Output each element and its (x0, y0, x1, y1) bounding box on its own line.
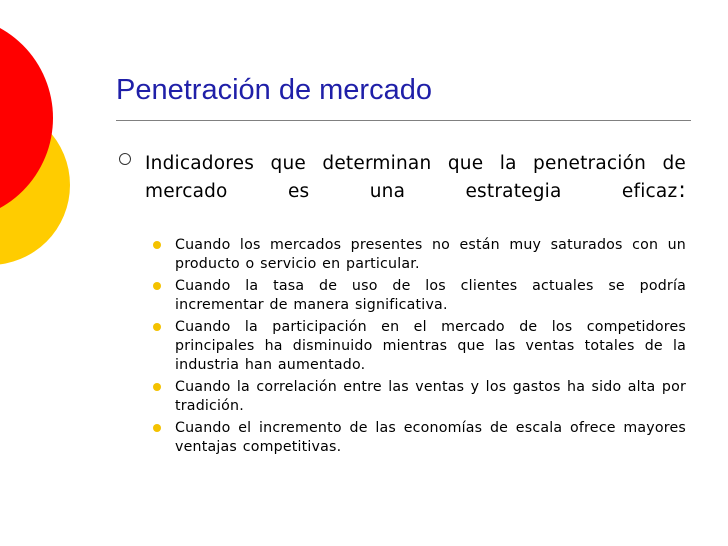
main-point-text (145, 150, 686, 232)
sub-point-text: Cuando la participación en el mercado de los competidores principales ha disminuido mientras que las ventas totales de la industria han aumentado. (175, 319, 686, 373)
sub-point-text: Cuando la correlación entre las ventas y los gastos ha sido alta por tradición. (175, 379, 686, 414)
slide-content (118, 150, 686, 460)
main-point-colon: : (678, 178, 686, 203)
decorative-circles (0, 0, 90, 300)
title-divider (116, 120, 691, 121)
list-item (145, 378, 686, 416)
slide-title: Penetración de mercado (116, 74, 432, 106)
sub-point-text: Cuando el incremento de las economías de escala ofrece mayores ventajas competitivas. (175, 420, 686, 455)
filled-circle-icon (153, 424, 161, 432)
filled-circle-icon (153, 323, 161, 331)
list-item (145, 277, 686, 315)
sub-point-text: Cuando los mercados presentes no están muy saturados con un producto o servicio en particular. (175, 237, 686, 272)
filled-circle-icon (153, 383, 161, 391)
main-point (118, 150, 686, 232)
list-item (145, 236, 686, 274)
list-item (145, 318, 686, 375)
main-point-label: Indicadores que determinan que la penetración de mercado es una estrategia eficaz (145, 153, 686, 202)
sub-point-list (145, 236, 686, 457)
hollow-circle-icon (119, 153, 131, 165)
filled-circle-icon (153, 241, 161, 249)
list-item (145, 419, 686, 457)
filled-circle-icon (153, 282, 161, 290)
sub-point-text: Cuando la tasa de uso de los clientes actuales se podría incrementar de manera significativa. (175, 278, 686, 313)
